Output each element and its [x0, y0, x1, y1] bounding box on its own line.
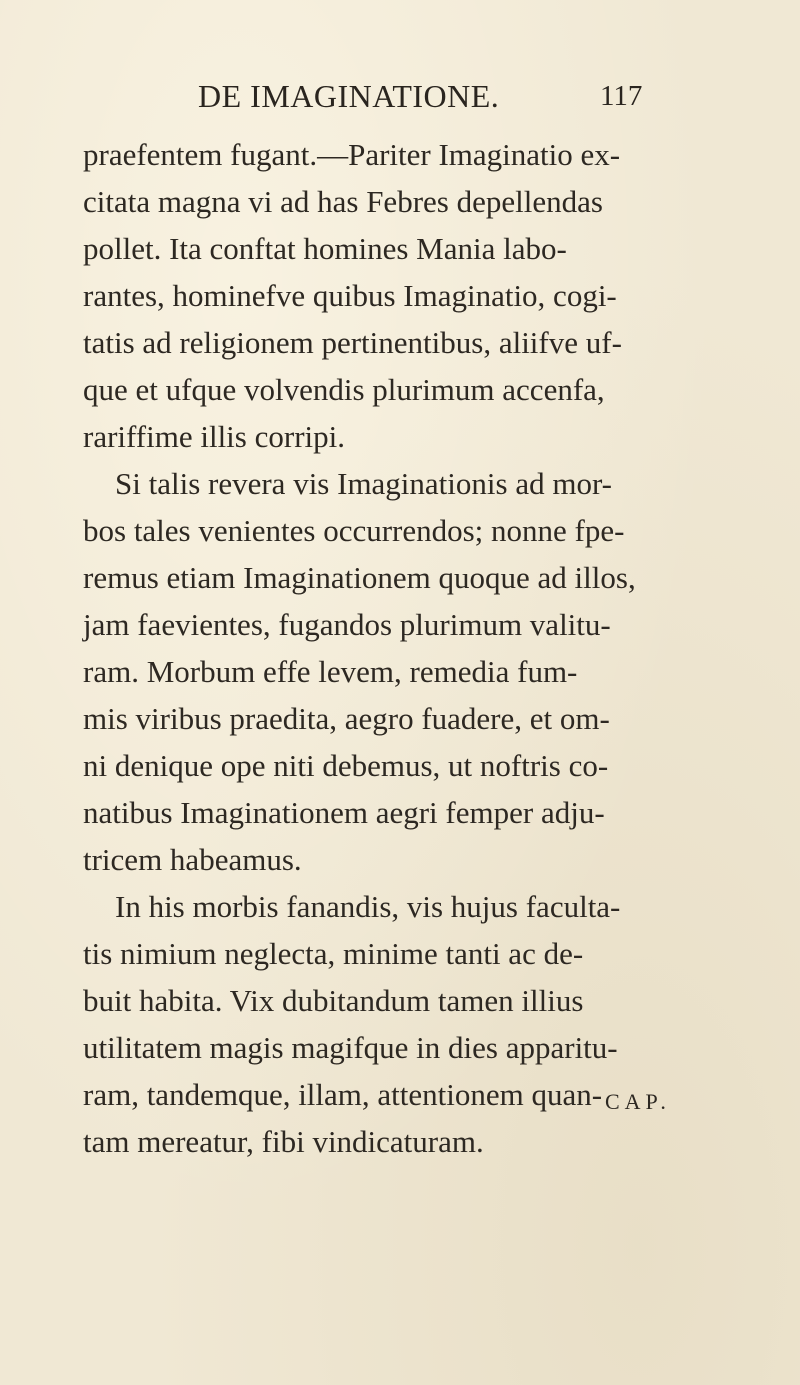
paragraph-start-line: Si talis revera vis Imaginationis ad mor-: [115, 466, 612, 501]
text-line: tis nimium neglecta, minime tanti ac de-: [83, 936, 584, 971]
text-line: rariffime illis corripi.: [83, 419, 345, 454]
catchword: CAP.: [605, 1089, 671, 1114]
text-line: utilitatem magis magifque in dies apparitu-: [83, 1030, 618, 1065]
text-line: ram, tandemque, illam, attentionem quan-: [83, 1077, 603, 1112]
text-line: pollet. Ita conftat homines Mania labo-: [83, 231, 567, 266]
text-line: que et ufque volvendis plurimum accenfa,: [83, 372, 605, 407]
paragraph-start-line: In his morbis fanandis, vis hujus faculta-: [115, 889, 621, 924]
page-header: [0, 78, 800, 118]
text-line: natibus Imaginationem aegri femper adju-: [83, 795, 605, 830]
page-number: 117: [600, 80, 643, 112]
text-line: citata magna vi ad has Febres depellendas: [83, 184, 603, 219]
running-head: DE IMAGINATIONE.: [198, 78, 500, 114]
text-line: mis viribus praedita, aegro fuadere, et om-: [83, 701, 610, 736]
text-line: tam mereatur, fibi vindicaturam.: [83, 1124, 484, 1159]
text-line: buit habita. Vix dubitandum tamen illius: [83, 983, 584, 1018]
text-line: tricem habeamus.: [83, 842, 302, 877]
text-line: jam faevientes, fugandos plurimum valitu-: [83, 607, 611, 642]
text-line: remus etiam Imaginationem quoque ad illos,: [83, 560, 636, 595]
text-line: tatis ad religionem pertinentibus, aliifve uf-: [83, 325, 622, 360]
text-line: bos tales venientes occurrendos; nonne fpe-: [83, 513, 625, 548]
text-line: ram. Morbum effe levem, remedia fum-: [83, 654, 578, 689]
text-line: praefentem fugant.—Pariter Imaginatio ex-: [83, 137, 621, 172]
text-line: ni denique ope niti debemus, ut noftris co-: [83, 748, 609, 783]
text-line: rantes, hominefve quibus Imaginatio, cogi-: [83, 278, 617, 313]
